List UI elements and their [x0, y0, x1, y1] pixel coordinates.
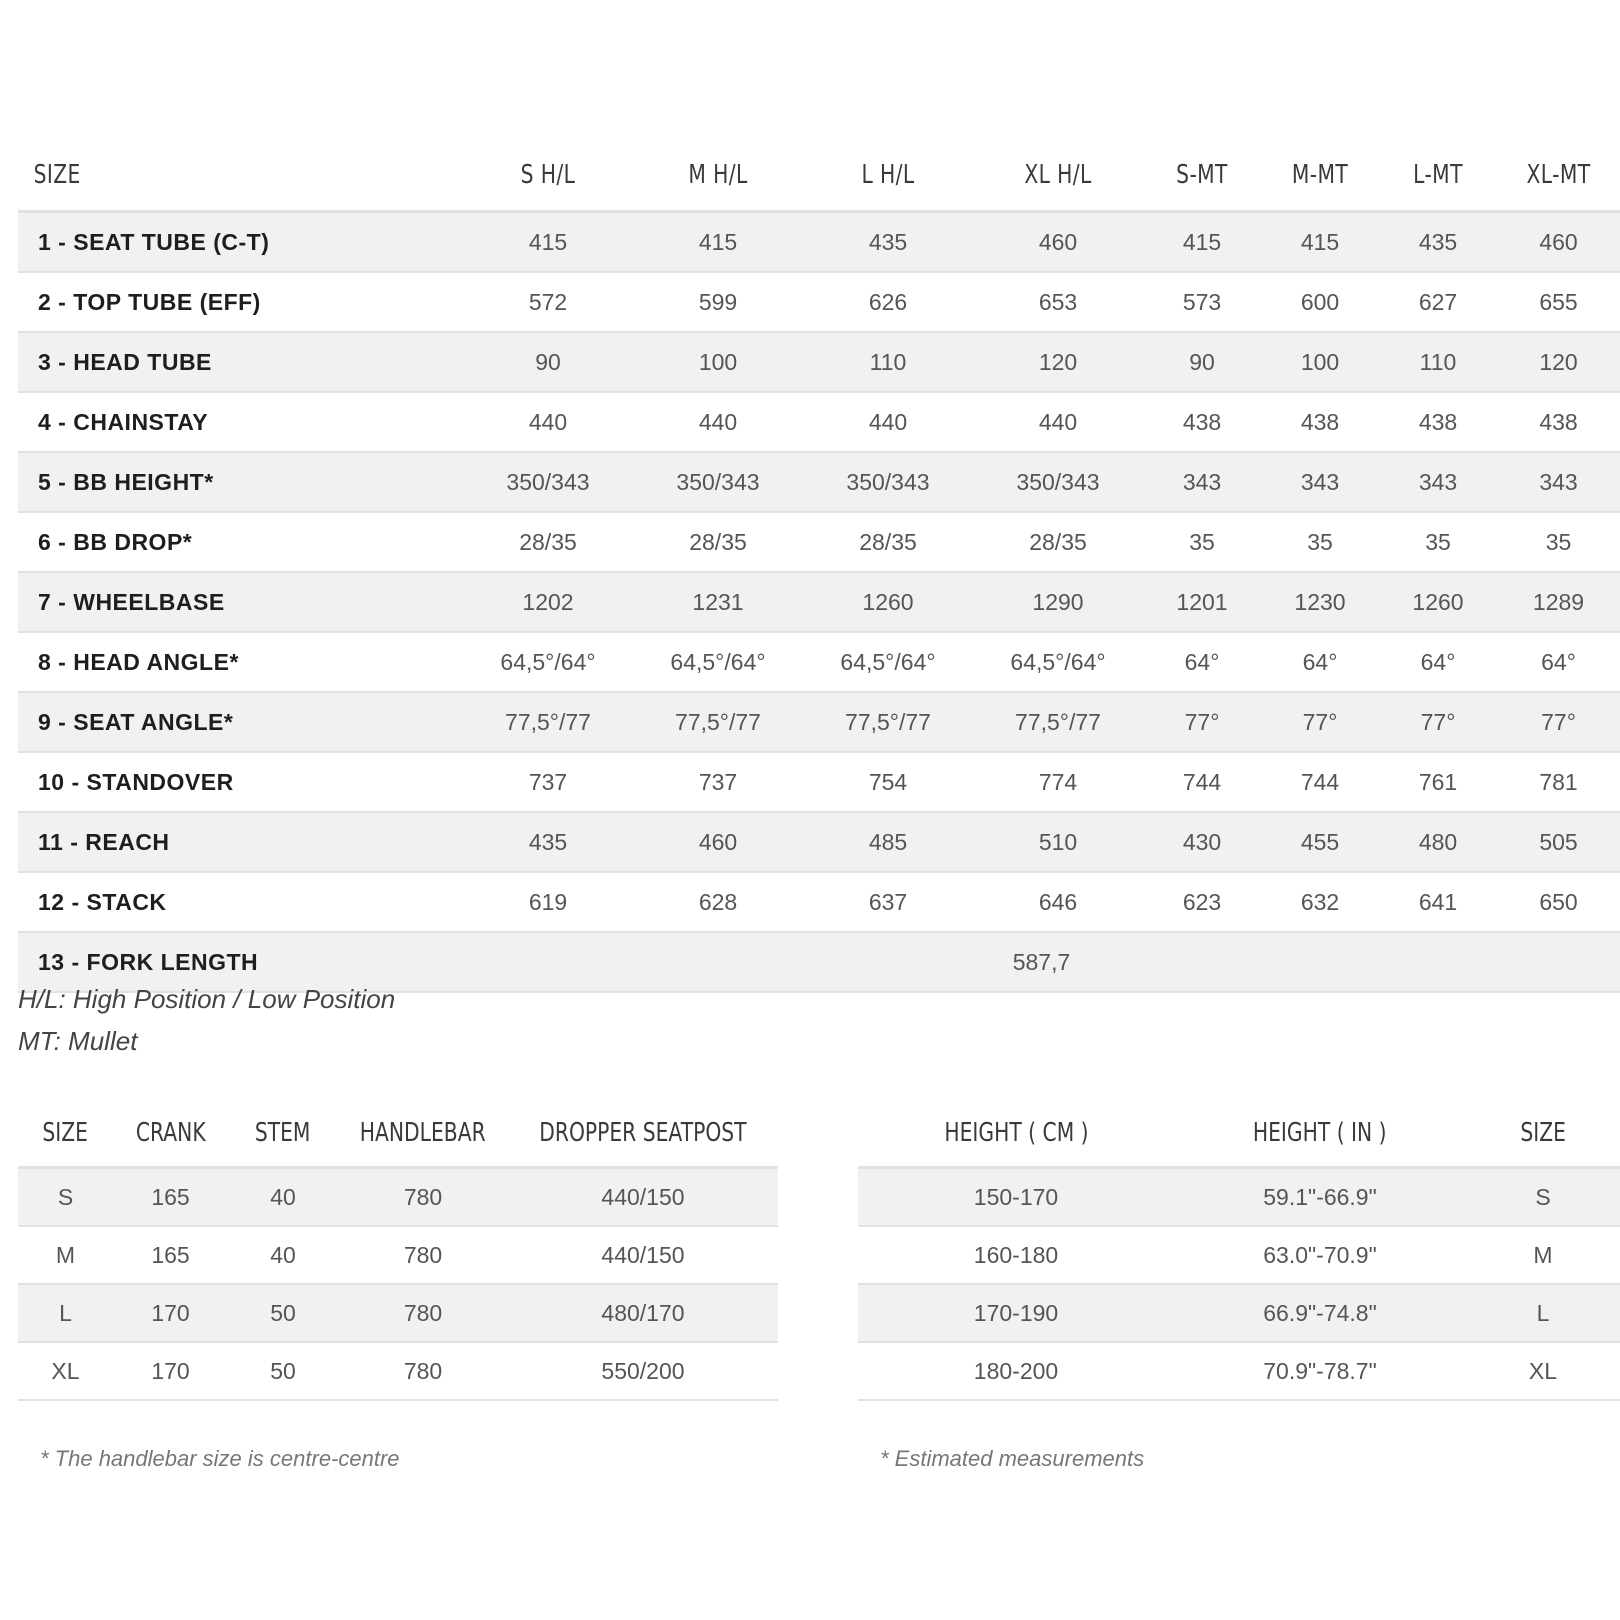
geometry-cell: 435 [463, 812, 633, 872]
components-cell: 480/170 [508, 1284, 778, 1342]
note-mt: MT: Mullet [18, 1026, 138, 1056]
geometry-cell: 737 [633, 752, 803, 812]
geometry-column-header: S H/L [482, 140, 615, 212]
size-guide-cell: S [1466, 1168, 1620, 1227]
size-guide-cell: 59.1"-66.9" [1174, 1168, 1466, 1227]
geometry-cell: 35 [1379, 512, 1497, 572]
geometry-cell: 77° [1497, 692, 1620, 752]
geometry-size-header: SIZE [18, 140, 365, 212]
geometry-cell: 28/35 [633, 512, 803, 572]
size-guide-cell: 70.9"-78.7" [1174, 1342, 1466, 1400]
geometry-cell: 438 [1261, 392, 1379, 452]
geometry-cell: 505 [1497, 812, 1620, 872]
geometry-column-header: L-MT [1392, 140, 1484, 212]
components-cell: 780 [338, 1284, 508, 1342]
geometry-cell: 415 [463, 212, 633, 273]
size-guide-cell: 63.0"-70.9" [1174, 1226, 1466, 1284]
geometry-cell: 110 [1379, 332, 1497, 392]
geometry-cell: 774 [973, 752, 1143, 812]
geometry-cell: 646 [973, 872, 1143, 932]
geometry-row-label: 13 - FORK LENGTH [18, 932, 463, 992]
geometry-cell: 438 [1143, 392, 1261, 452]
geometry-cell: 28/35 [803, 512, 973, 572]
geometry-cell: 77,5°/77 [633, 692, 803, 752]
geometry-cell: 415 [633, 212, 803, 273]
geometry-cell: 35 [1261, 512, 1379, 572]
geometry-row [18, 812, 1620, 872]
geometry-cell: 628 [633, 872, 803, 932]
components-cell: L [18, 1284, 113, 1342]
components-cell: 440/150 [508, 1168, 778, 1227]
geometry-cell: 343 [1261, 452, 1379, 512]
geometry-cell: 653 [973, 272, 1143, 332]
components-table [18, 1100, 778, 1401]
geometry-cell: 440 [463, 392, 633, 452]
components-cell: 780 [338, 1226, 508, 1284]
size-guide-header-row [858, 1100, 1620, 1168]
geometry-cell: 77° [1143, 692, 1261, 752]
geometry-cell: 1290 [973, 572, 1143, 632]
geometry-cell: 415 [1143, 212, 1261, 273]
size-guide-column-header [1466, 1100, 1620, 1168]
geometry-cell: 744 [1261, 752, 1379, 812]
size-guide-header-label: HEIGHT ( CM ) [943, 1118, 1089, 1148]
geometry-row-label: 12 - STACK [18, 872, 463, 932]
geometry-column-header: L H/L [822, 140, 955, 212]
geometry-row-label: 2 - TOP TUBE (EFF) [18, 272, 463, 332]
size-guide-cell: 66.9"-74.8" [1174, 1284, 1466, 1342]
geometry-cell: 761 [1379, 752, 1497, 812]
geometry-cell: 599 [633, 272, 803, 332]
geometry-row-label: 4 - CHAINSTAY [18, 392, 463, 452]
geometry-cell: 572 [463, 272, 633, 332]
components-header-row [18, 1100, 778, 1168]
geometry-table [18, 140, 1620, 993]
geometry-column-header: M-MT [1274, 140, 1366, 212]
geometry-row [18, 512, 1620, 572]
geometry-cell: 415 [1261, 212, 1379, 273]
components-column-header [113, 1100, 228, 1168]
size-guide-row [858, 1284, 1620, 1342]
geometry-row-label: 11 - REACH [18, 812, 463, 872]
geometry-row [18, 332, 1620, 392]
geometry-cell: 64,5°/64° [973, 632, 1143, 692]
geometry-cell: 435 [803, 212, 973, 273]
geometry-row-label: 6 - BB DROP* [18, 512, 463, 572]
components-cell: XL [18, 1342, 113, 1400]
size-guide-column-header [1174, 1100, 1466, 1168]
geometry-cell: 1230 [1261, 572, 1379, 632]
geometry-cell: 637 [803, 872, 973, 932]
geometry-cell: 120 [1497, 332, 1620, 392]
geometry-row-label: 7 - WHEELBASE [18, 572, 463, 632]
geometry-row [18, 752, 1620, 812]
size-guide-header-label: HEIGHT ( IN ) [1253, 1118, 1387, 1148]
geometry-cell: 455 [1261, 812, 1379, 872]
geometry-cell: 100 [1261, 332, 1379, 392]
geometry-cell: 485 [803, 812, 973, 872]
geometry-cell: 64,5°/64° [803, 632, 973, 692]
components-cell: 440/150 [508, 1226, 778, 1284]
geometry-cell: 64° [1261, 632, 1379, 692]
geometry-cell: 343 [1379, 452, 1497, 512]
components-header-label: STEM [255, 1118, 311, 1148]
components-cell: M [18, 1226, 113, 1284]
components-cell: 50 [228, 1342, 338, 1400]
geometry-row-label: 8 - HEAD ANGLE* [18, 632, 463, 692]
geometry-cell: 28/35 [463, 512, 633, 572]
geometry-cell: 64° [1143, 632, 1261, 692]
geometry-cell: 77° [1379, 692, 1497, 752]
geometry-cell: 28/35 [973, 512, 1143, 572]
geometry-cell: 64,5°/64° [633, 632, 803, 692]
geometry-cell: 350/343 [463, 452, 633, 512]
components-cell: 170 [113, 1342, 228, 1400]
geometry-cell: 438 [1497, 392, 1620, 452]
geometry-row [18, 272, 1620, 332]
geometry-column-header: XL H/L [992, 140, 1125, 212]
geometry-row-label: 1 - SEAT TUBE (C-T) [18, 212, 463, 273]
geometry-cell: 510 [973, 812, 1143, 872]
components-header-label: DROPPER SEATPOST [539, 1118, 747, 1148]
geometry-cell: 1231 [633, 572, 803, 632]
geometry-cell: 64° [1497, 632, 1620, 692]
size-guide-table [858, 1100, 1620, 1401]
geometry-cell: 1260 [803, 572, 973, 632]
note-hl: H/L: High Position / Low Position [18, 984, 396, 1014]
size-guide-footnote: * Estimated measurements [880, 1446, 1145, 1471]
geometry-cell: 77° [1261, 692, 1379, 752]
geometry-cell: 737 [463, 752, 633, 812]
geometry-cell: 120 [973, 332, 1143, 392]
geometry-cell: 650 [1497, 872, 1620, 932]
geometry-cell: 438 [1379, 392, 1497, 452]
geometry-row [18, 692, 1620, 752]
components-row [18, 1342, 778, 1400]
components-footnote: * The handlebar size is centre-centre [40, 1446, 400, 1471]
geometry-cell: 435 [1379, 212, 1497, 273]
geometry-cell: 440 [973, 392, 1143, 452]
geometry-cell: 460 [973, 212, 1143, 273]
geometry-cell: 35 [1143, 512, 1261, 572]
size-guide-cell: M [1466, 1226, 1620, 1284]
geometry-cell: 350/343 [803, 452, 973, 512]
size-guide-cell: XL [1466, 1342, 1620, 1400]
geometry-cell: 632 [1261, 872, 1379, 932]
components-row [18, 1284, 778, 1342]
geometry-cell: 754 [803, 752, 973, 812]
geometry-cell: 350/343 [973, 452, 1143, 512]
geometry-column-header: S-MT [1156, 140, 1248, 212]
components-cell: 780 [338, 1168, 508, 1227]
size-guide-row [858, 1342, 1620, 1400]
geometry-row [18, 212, 1620, 273]
geometry-cell: 1202 [463, 572, 633, 632]
components-column-header [228, 1100, 338, 1168]
components-header-label: CRANK [135, 1118, 206, 1148]
geometry-cell: 627 [1379, 272, 1497, 332]
geometry-row [18, 632, 1620, 692]
geometry-cell: 460 [1497, 212, 1620, 273]
size-guide-row [858, 1226, 1620, 1284]
components-cell: 165 [113, 1168, 228, 1227]
geometry-row [18, 452, 1620, 512]
geometry-cell: 573 [1143, 272, 1261, 332]
geometry-cell: 460 [633, 812, 803, 872]
geometry-cell: 64,5°/64° [463, 632, 633, 692]
geometry-cell: 90 [463, 332, 633, 392]
geometry-cell: 77,5°/77 [973, 692, 1143, 752]
geometry-cell: 430 [1143, 812, 1261, 872]
geometry-cell: 619 [463, 872, 633, 932]
geometry-cell: 350/343 [633, 452, 803, 512]
geometry-header-row [18, 140, 1620, 212]
geometry-cell: 1201 [1143, 572, 1261, 632]
components-row [18, 1168, 778, 1227]
geometry-cell: 100 [633, 332, 803, 392]
components-row [18, 1226, 778, 1284]
geometry-row-label: 3 - HEAD TUBE [18, 332, 463, 392]
geometry-row [18, 572, 1620, 632]
geometry-cell: 35 [1497, 512, 1620, 572]
geometry-row-label: 9 - SEAT ANGLE* [18, 692, 463, 752]
geometry-cell: 781 [1497, 752, 1620, 812]
geometry-row [18, 392, 1620, 452]
components-cell: 40 [228, 1226, 338, 1284]
fork-length-value: 587,7 [463, 932, 1620, 992]
components-cell: 550/200 [508, 1342, 778, 1400]
geometry-column-header: XL-MT [1511, 140, 1607, 212]
geometry-cell: 623 [1143, 872, 1261, 932]
components-cell: 165 [113, 1226, 228, 1284]
geometry-cell: 1289 [1497, 572, 1620, 632]
geometry-cell: 440 [633, 392, 803, 452]
components-cell: 170 [113, 1284, 228, 1342]
geometry-cell: 77,5°/77 [803, 692, 973, 752]
size-guide-cell: L [1466, 1284, 1620, 1342]
geometry-cell: 343 [1497, 452, 1620, 512]
geometry-cell: 440 [803, 392, 973, 452]
geometry-cell: 600 [1261, 272, 1379, 332]
components-cell: 40 [228, 1168, 338, 1227]
components-header-label: HANDLEBAR [360, 1118, 486, 1148]
components-cell: 50 [228, 1284, 338, 1342]
geometry-cell: 90 [1143, 332, 1261, 392]
geometry-cell: 110 [803, 332, 973, 392]
geometry-cell: 1260 [1379, 572, 1497, 632]
geometry-cell: 626 [803, 272, 973, 332]
components-cell: S [18, 1168, 113, 1227]
size-guide-cell: 160-180 [858, 1226, 1174, 1284]
size-guide-row [858, 1168, 1620, 1227]
geometry-row-label: 5 - BB HEIGHT* [18, 452, 463, 512]
size-guide-column-header [858, 1100, 1174, 1168]
geometry-column-header: M H/L [652, 140, 785, 212]
components-column-header [338, 1100, 508, 1168]
components-cell: 780 [338, 1342, 508, 1400]
geometry-row-label: 10 - STANDOVER [18, 752, 463, 812]
size-guide-header-label: SIZE [1520, 1118, 1566, 1148]
size-guide-cell: 180-200 [858, 1342, 1174, 1400]
geometry-cell: 64° [1379, 632, 1497, 692]
geometry-cell: 744 [1143, 752, 1261, 812]
components-header-label: SIZE [42, 1118, 89, 1148]
geometry-row-fork [18, 932, 1620, 992]
geometry-cell: 641 [1379, 872, 1497, 932]
size-guide-cell: 150-170 [858, 1168, 1174, 1227]
geometry-row [18, 872, 1620, 932]
geometry-cell: 480 [1379, 812, 1497, 872]
components-column-header [18, 1100, 113, 1168]
size-guide-cell: 170-190 [858, 1284, 1174, 1342]
geometry-cell: 77,5°/77 [463, 692, 633, 752]
components-column-header [508, 1100, 778, 1168]
geometry-cell: 343 [1143, 452, 1261, 512]
geometry-cell: 655 [1497, 272, 1620, 332]
